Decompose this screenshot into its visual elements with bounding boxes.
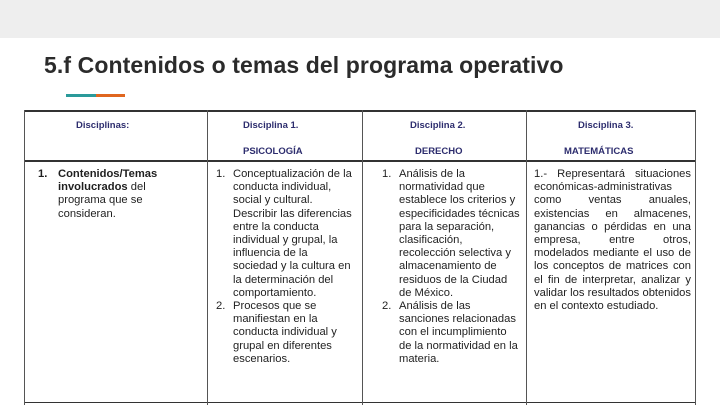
table-col-divider-2 — [362, 110, 363, 405]
table-left-border — [24, 110, 25, 405]
header-disciplina-3-title: Disciplina 3. — [578, 120, 634, 131]
row-1-label — [38, 168, 158, 221]
row-1-label-rest: del programa que se consideran. — [58, 181, 146, 220]
list-item — [216, 168, 355, 300]
row-1-label-bold: Contenidos/Temas involucrados — [58, 168, 158, 194]
derecho-content — [382, 168, 522, 366]
list-item-number: 1. — [382, 168, 392, 180]
table-top-border — [24, 110, 696, 112]
header-disciplina-2-title: Disciplina 2. — [410, 120, 466, 131]
header-disciplina-1-title: Disciplina 1. — [243, 120, 299, 131]
header-disciplina-1-name: PSICOLOGÍA — [243, 146, 303, 157]
header-disciplina-3-name: MATEMÁTICAS — [564, 146, 634, 157]
table-header-border — [24, 160, 696, 162]
list-item — [382, 168, 522, 300]
accent-bar-orange — [96, 94, 125, 97]
matematicas-prefix: 1.- — [534, 168, 548, 180]
list-item-text: Análisis de la normatividad que establece los criterios y especificidades técnicas para la separación, clasificación, recolección selectiva y almacenamiento de residuos de la Ciudad de México. — [399, 168, 520, 299]
accent-bar-teal — [66, 94, 96, 97]
list-item — [382, 300, 522, 366]
list-item-number: 2. — [382, 300, 392, 313]
table-bottom-border — [24, 402, 696, 403]
list-item-number: 1. — [216, 168, 226, 180]
header-disciplina-2-name: DERECHO — [415, 146, 463, 157]
slide-title: 5.f Contenidos o temas del programa operativo — [44, 52, 564, 78]
row-1-number: 1. — [38, 168, 48, 180]
header-disciplinas: Disciplinas: — [76, 120, 130, 131]
list-item — [216, 300, 355, 366]
list-item-text: Análisis de las sanciones relacionadas con el incumplimiento de la normatividad en la materia. — [399, 300, 518, 365]
top-bar — [0, 0, 720, 38]
list-item-text: Conceptualización de la conducta individual, social y cultural. Describir las diferencias entre la conducta individual y grupal, la influencia de la sociedad y la cultura en la determinación del comportamiento. — [233, 168, 352, 299]
table-col-divider-1 — [207, 110, 208, 405]
list-item-number: 2. — [216, 300, 226, 313]
table-col-divider-3 — [526, 110, 527, 405]
matematicas-content — [534, 168, 691, 313]
matematicas-text: Representará situaciones económicas-administrativas como ventas anuales, existencias en almacenes, ganancias o pérdidas en una empresa, entre otros, modelados mediante el uso de los conceptos de matrices con el fin de interpretar, analizar y validar los resultados obtenidos en el contexto estudiado. — [534, 168, 691, 313]
table-right-border — [695, 110, 696, 405]
programa-table — [24, 110, 696, 405]
psicologia-content — [216, 168, 355, 366]
list-item-text: Procesos que se manifiestan en la conducta individual y grupal en diferentes escenarios. — [233, 300, 337, 365]
